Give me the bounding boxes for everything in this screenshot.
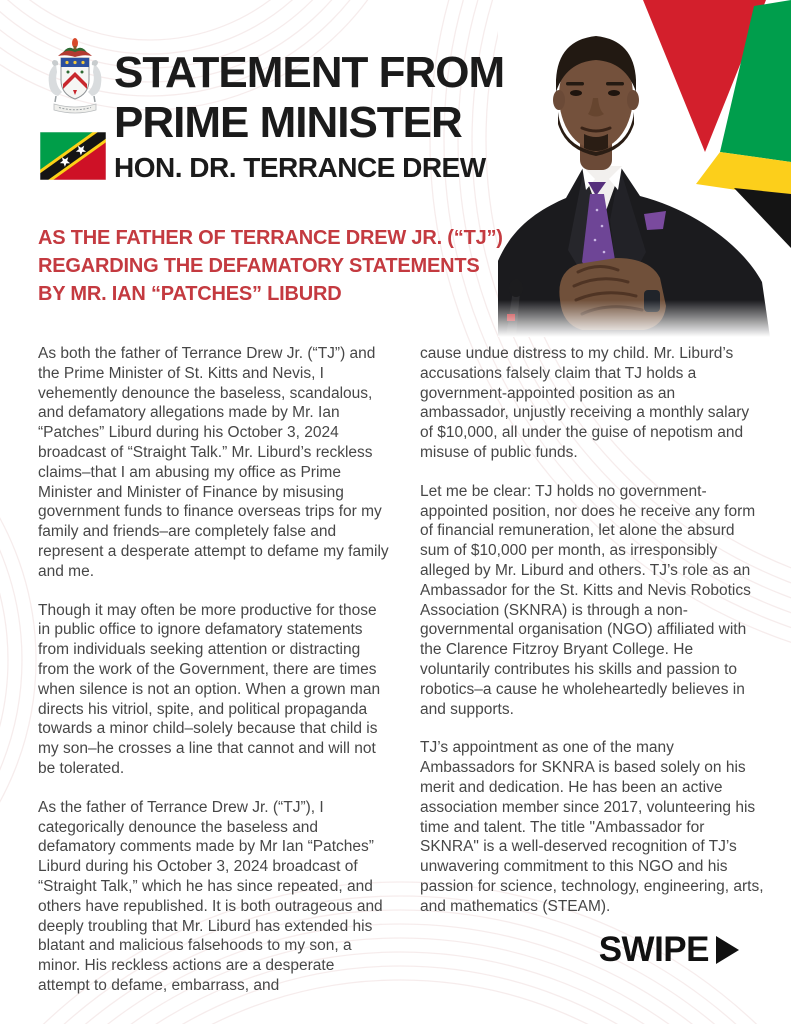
subtitle-line-2: REGARDING THE DEFAMATORY STATEMENTS	[38, 255, 480, 277]
swipe-label: SWIPE	[598, 930, 709, 969]
paragraph-right-3: TJ’s appointment as one of the many Ambassadors for SKNRA is based solely on his merit and dedication. He has been an active association member since 2017, volunteering his time and talent. The title "Ambassador for SKNRA" is a well-deserved recognition of TJ’s unwavering commitment to this NGO and his passion for science, technology, engineering, arts, and mathematics (STEAM).	[420, 739, 764, 915]
right-column	[420, 344, 765, 1015]
page-title-line2: PRIME MINISTER	[114, 98, 462, 147]
swipe-arrow-icon	[716, 936, 739, 964]
coat-of-arms-icon	[44, 36, 106, 120]
st-kitts-nevis-flag-icon	[40, 132, 106, 180]
page-title-line1: STATEMENT FROM	[114, 48, 505, 97]
pm-portrait-photo	[498, 0, 791, 337]
paragraph-right-2: Let me be clear: TJ holds no government-appointed position, nor does he receive any form of financial remuneration, let alone the absurd sum of $10,000 per month, as irresponsibly alleged by Mr. Liburd and others. TJ’s role as an Ambassador for the St. Kitts and Nevis Robotics Association (SKNRA) is through a non-governmental organisation (NGO) affiliated with the Clarence Fitzroy Bryant College. He voluntarily contributes his skills and passion to robotics–a cause he wholeheartedly believes in and supports.	[420, 482, 756, 718]
swipe-button[interactable]	[599, 930, 739, 970]
subtitle-line-1: AS THE FATHER OF TERRANCE DREW JR. (“TJ”)	[38, 227, 503, 249]
pm-portrait-illustration	[498, 0, 791, 337]
statement-body	[38, 344, 765, 1015]
paragraph-left-1: As both the father of Terrance Drew Jr. (“TJ”) and the Prime Minister of St. Kitts and Nevis, I vehemently denounce the baseless, scandalous, and defamatory allegations made by Mr. Ian “Patches” Liburd during his October 3, 2024 broadcast of “Straight Talk.” Mr. Liburd’s reckless claims–that I am abusing my office as Prime Minister and Minister of Finance by misusing government funds to finance overseas trips for my family and friends–are completely false and represent a desperate attempt to defame my family and me.	[38, 345, 389, 580]
statement-subject-heading	[38, 224, 508, 308]
header-title-block	[114, 48, 534, 185]
subtitle-line-3: BY MR. IAN “PATCHES” LIBURD	[38, 283, 342, 305]
paragraph-left-2: Though it may often be more productive for those in public office to ignore defamatory statements from individuals seeking attention or distracting from the work of the Government, there are times when silence is not an option. When a grown man directs his vitriol, spite, and political propaganda towards a minor child–solely because that child is my son–he crosses a line that cannot and will not be tolerated.	[38, 601, 381, 777]
paragraph-right-1: cause undue distress to my child. Mr. Liburd’s accusations falsely claim that TJ holds a government-appointed position as an ambassador, unjustly receiving a monthly salary of $10,000, all under the guise of nepotism and misuse of public funds.	[420, 345, 750, 461]
page-title-minister-name: HON. DR. TERRANCE DREW	[114, 152, 486, 183]
left-column	[38, 344, 390, 1015]
paragraph-left-3: As the father of Terrance Drew Jr. (“TJ”), I categorically denounce the baseless and defamatory comments made by Mr Ian “Patches” Liburd during his October 3, 2024 broadcast of “Straight Talk,” which he has since repeated, and others have republished. It is both outrageous and deeply troubling that Mr. Liburd has extended his blatant and malicious falsehoods to my son, a minor. His reckless actions are a desperate attempt to defame, embarrass, and	[38, 798, 383, 994]
